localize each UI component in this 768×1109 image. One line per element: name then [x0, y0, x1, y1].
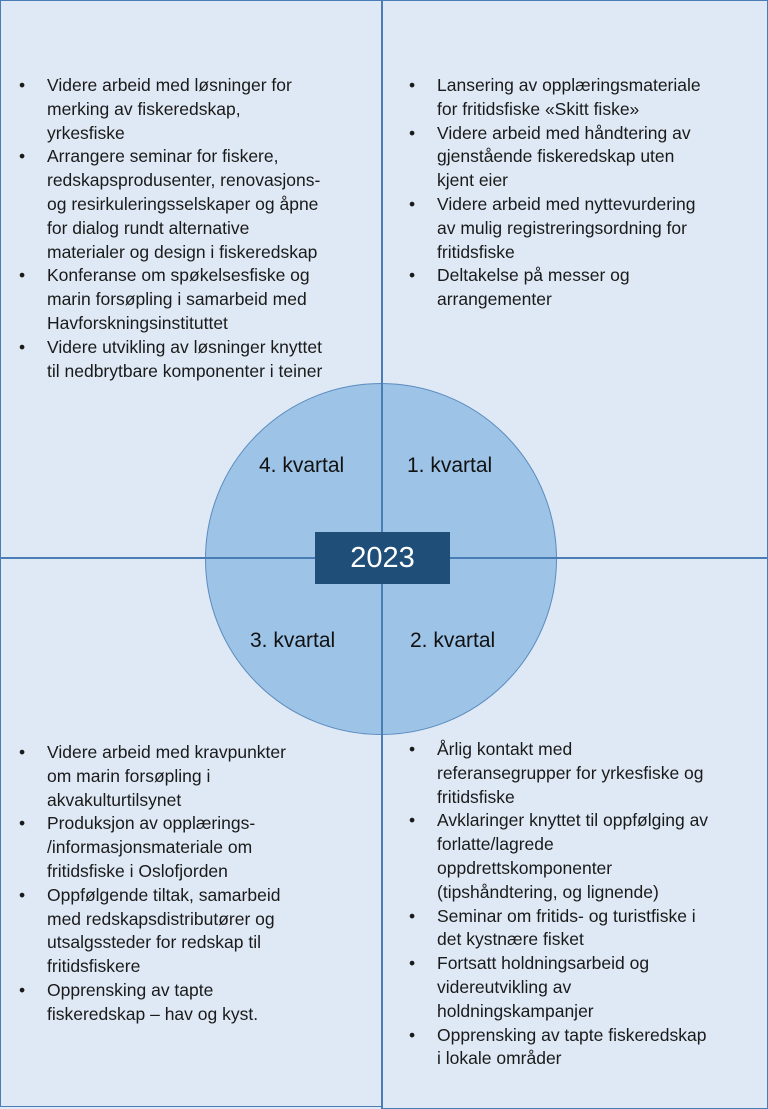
bullet-icon: •	[409, 1024, 416, 1045]
list-2-kvartal	[409, 738, 708, 1071]
list-item-text: Videre arbeid med løsninger for	[47, 75, 292, 95]
list-item-text: gjenstående fiskeredskap uten	[437, 146, 675, 167]
list-item-text: Videre arbeid med håndtering av	[437, 122, 691, 143]
list-3-kvartal	[19, 741, 286, 1027]
list-item-text: materialer og design i fiskeredskap	[47, 241, 318, 262]
list-item-text: for dialog rundt alternative	[47, 217, 250, 238]
list-item-text: av mulig registreringsordning for	[437, 217, 687, 238]
list-item-text: Avklaringer knyttet til oppfølging av	[437, 810, 709, 831]
list-item-text: fritidsfiskere	[47, 956, 141, 977]
list-item-text: Opprensking av tapte fiskeredskap	[437, 1024, 707, 1045]
list-item-text: arrangementer	[437, 289, 552, 310]
list-item-text: yrkesfiske	[47, 122, 125, 143]
list-item-text: Arrangere seminar for fiskere,	[47, 146, 279, 167]
bullet-icon: •	[19, 265, 26, 286]
list-item-text: for fritidsfiske «Skitt fiske»	[437, 98, 640, 119]
list-item-text: fiskeredskap – hav og kyst.	[47, 1003, 259, 1024]
list-item-text: videreutvikling av	[437, 976, 572, 997]
list-item-text: forlatte/lagrede	[437, 834, 554, 855]
list-item-text: Deltakelse på messer og	[437, 265, 630, 286]
list-item	[19, 336, 322, 384]
list-item	[19, 884, 286, 979]
list-item-text: oppdrettskomponenter	[437, 857, 613, 878]
bullet-icon: •	[409, 739, 416, 759]
bullet-icon: •	[19, 742, 26, 762]
bullet-icon: •	[409, 265, 416, 286]
list-item-text: om marin forsøpling i	[47, 765, 211, 786]
list-item-text: Videre arbeid med kravpunkter	[47, 742, 286, 762]
list-item-text: utsalgssteder for redskap til	[47, 932, 261, 953]
list-item	[19, 74, 322, 145]
list-item	[19, 145, 322, 264]
bullet-icon: •	[409, 905, 416, 926]
list-item-text: redskapsprodusenter, renovasjons-	[47, 170, 321, 191]
list-item-text: Produksjon av opplærings-	[47, 813, 256, 834]
list-item	[19, 812, 286, 883]
list-item-text: fritidsfiske	[437, 786, 515, 807]
list-item-text: fritidsfiske i Oslofjorden	[47, 860, 228, 881]
bullet-icon: •	[409, 193, 416, 214]
list-item-text: til nedbrytbare komponenter i teiner	[47, 360, 323, 381]
bullet-icon: •	[19, 884, 26, 905]
label-1-kvartal: 1. kvartal	[407, 454, 493, 477]
bullet-icon: •	[19, 813, 26, 834]
list-item-text: fritidsfiske	[437, 241, 515, 262]
list-item-text: Opprensking av tapte	[47, 979, 214, 1000]
label-4-kvartal: 4. kvartal	[259, 454, 345, 477]
list-item-text: referansegrupper for yrkesfiske og	[437, 762, 704, 783]
list-item-text: /informasjonsmateriale om	[47, 837, 253, 858]
list-item-text: holdningskampanjer	[437, 1000, 594, 1021]
list-item	[409, 193, 701, 264]
list-item-text: marin forsøpling i samarbeid med	[47, 289, 307, 310]
list-item	[409, 264, 701, 312]
list-item-text: Konferanse om spøkelsesfiske og	[47, 265, 310, 286]
list-item	[19, 741, 286, 812]
list-item-text: Lansering av opplæringsmateriale	[437, 75, 701, 95]
list-item	[409, 74, 701, 122]
list-item-text: akvakulturtilsynet	[47, 789, 182, 810]
bullet-icon: •	[409, 122, 416, 143]
list-item-text: merking av fiskeredskap,	[47, 98, 241, 119]
list-item-text: kjent eier	[437, 170, 509, 191]
bullet-icon: •	[19, 146, 26, 167]
list-item-text: med redskapsdistributører og	[47, 908, 275, 929]
bullet-icon: •	[409, 810, 416, 831]
list-item	[409, 905, 708, 953]
list-1-kvartal	[409, 74, 701, 312]
year-box: 2023	[315, 532, 450, 584]
label-2-kvartal: 2. kvartal	[410, 629, 496, 652]
list-item	[19, 264, 322, 335]
list-item	[409, 122, 701, 193]
list-item-text: (tipshåndtering, og lignende)	[437, 881, 659, 902]
list-item-text: i lokale områder	[437, 1048, 562, 1069]
list-item	[409, 738, 708, 809]
list-item-text: og resirkuleringsselskaper og åpne	[47, 193, 319, 214]
bullet-icon: •	[409, 75, 416, 95]
list-item	[409, 1024, 708, 1072]
list-item-text: Havforskningsinstituttet	[47, 312, 228, 333]
list-item-text: Fortsatt holdningsarbeid og	[437, 953, 650, 974]
list-item-text: det kystnære fisket	[437, 929, 584, 950]
label-3-kvartal: 3. kvartal	[250, 629, 336, 652]
list-item	[19, 979, 286, 1027]
list-item	[409, 809, 708, 904]
list-item-text: Årlig kontakt med	[437, 739, 573, 759]
bullet-icon: •	[19, 75, 26, 95]
list-4-kvartal	[19, 74, 322, 383]
list-item	[409, 952, 708, 1023]
list-item-text: Seminar om fritids- og turistfiske i	[437, 905, 696, 926]
list-item-text: Oppfølgende tiltak, samarbeid	[47, 884, 281, 905]
list-item-text: Videre utvikling av løsninger knyttet	[47, 336, 322, 357]
bullet-icon: •	[409, 953, 416, 974]
bullet-icon: •	[19, 336, 26, 357]
bullet-icon: •	[19, 979, 26, 1000]
list-item-text: Videre arbeid med nyttevurdering	[437, 193, 696, 214]
